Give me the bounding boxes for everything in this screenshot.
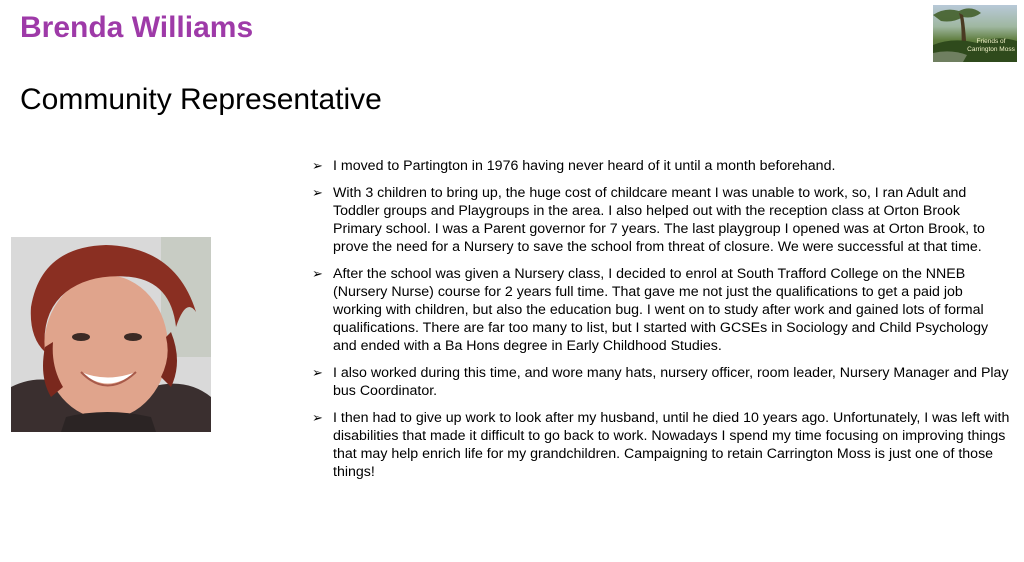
person-name: Brenda Williams <box>20 11 254 44</box>
arrow-bullet-icon: ➢ <box>312 410 323 425</box>
bullet-list <box>312 157 1012 490</box>
friends-of-carrington-moss-logo-icon <box>933 5 1017 62</box>
bullet-text: I then had to give up work to look after my husband, until he died 10 years ago. Unfortunately, I was left with disabilities that made it difficult to go back to work. Nowadays I spend my time focusing on improving things that may help enrich life for my grandchildren. Campaigning to retain Carrington Moss is just one of those things! <box>333 410 1010 480</box>
bullet-text: I also worked during this time, and wore many hats, nursery officer, room leader, Nursery Manager and Play bus Coordinator. <box>333 365 1009 399</box>
bullet-text: After the school was given a Nursery class, I decided to enrol at South Trafford College on the NNEB (Nursery Nurse) course for 2 years full time. That gave me not just the qualifications to get a paid job working with children, but also the education bug. I went on to study after work and gained lots of formal qualifications. There are far too many to list, but I started with GCSEs in Sociology and Child Psychology and ended with a Ba Hons degree in Early Childhood Studies. <box>333 266 989 354</box>
bullet-text: With 3 children to bring up, the huge cost of childcare meant I was unable to work, so, I ran Adult and Toddler groups and Playgroups in the area. I also helped out with the reception class at Orton Brook Primary school. I was a Parent governor for 7 years. The last playgroup I opened was at Orton Brook, to prove the need for a Nursery to save the school from threat of closure. We were successful at that time. <box>333 185 985 255</box>
bullet-text: I moved to Partington in 1976 having never heard of it until a month beforehand. <box>333 158 836 174</box>
person-role: Community Representative <box>20 83 382 116</box>
arrow-bullet-icon: ➢ <box>312 158 323 173</box>
arrow-bullet-icon: ➢ <box>312 365 323 380</box>
arrow-bullet-icon: ➢ <box>312 266 323 281</box>
bullet-item <box>312 409 1012 481</box>
bullet-item <box>312 157 1012 175</box>
bullet-item <box>312 364 1012 400</box>
logo-text: Friends of Carrington Moss <box>967 38 1015 53</box>
portrait-photo <box>11 237 211 432</box>
bullet-item <box>312 265 1012 355</box>
portrait-icon <box>11 237 211 432</box>
bullet-item <box>312 184 1012 256</box>
arrow-bullet-icon: ➢ <box>312 185 323 200</box>
